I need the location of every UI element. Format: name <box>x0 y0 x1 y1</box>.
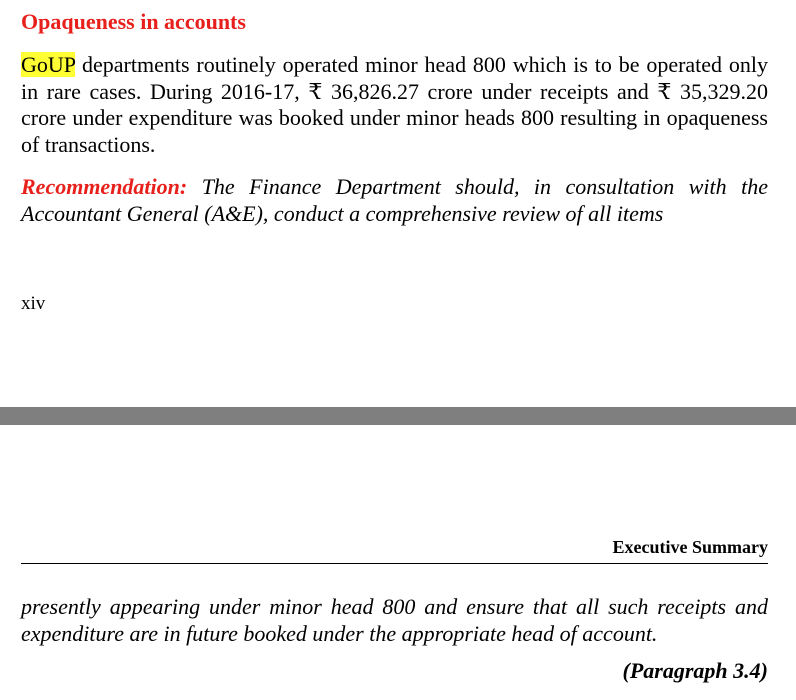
paragraph-text: departments routinely operated minor head 800 which is to be operated only in rare cases. During 2016-17, ₹ 36,826.27 crore under receipts and ₹ 35,329.20 crore under expenditure was booked under minor heads 800 resulting in opaqueness of transactions. <box>21 52 768 157</box>
header-rule <box>21 563 768 564</box>
recommendation-label: Recommendation: <box>21 174 188 199</box>
body-paragraph <box>21 52 768 158</box>
section-heading: Opaqueness in accounts <box>21 9 246 34</box>
page-separator <box>0 407 796 425</box>
recommendation-paragraph <box>21 174 768 227</box>
page-bottom <box>0 425 796 700</box>
continued-paragraph: presently appearing under minor head 800 and ensure that all such receipts and expenditure are in future booked under the appropriate head of account. <box>21 594 768 646</box>
recommendation-text: The Finance Department should, in consultation with the Accountant General (A&E), conduct a comprehensive review of all items <box>21 174 768 226</box>
page-number: xiv <box>21 293 46 314</box>
highlighted-word: GoUP <box>21 52 76 77</box>
paragraph-reference: (Paragraph 3.4) <box>622 658 768 683</box>
running-head: Executive Summary <box>612 537 768 557</box>
